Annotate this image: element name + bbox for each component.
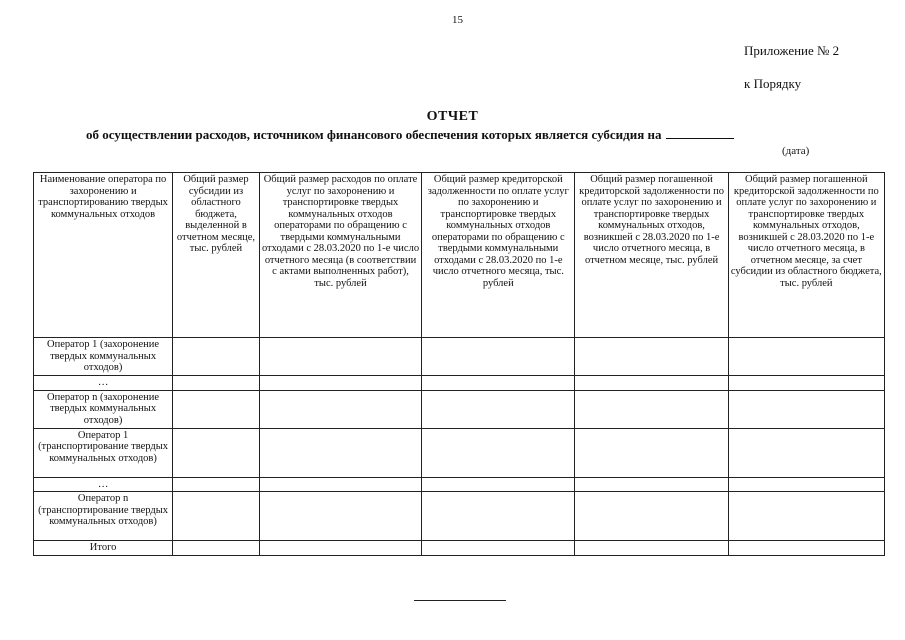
table-cell (575, 541, 728, 556)
table-cell (422, 541, 575, 556)
table-cell (173, 492, 260, 541)
report-subtitle (86, 126, 734, 143)
report-title: ОТЧЕТ (426, 109, 479, 124)
row-label: Оператор 1 (захоронение твердых коммунальных отходов) (34, 338, 173, 376)
footer-divider (414, 600, 506, 601)
table-cell (173, 428, 260, 477)
report-table (33, 172, 885, 556)
date-blank-line (666, 126, 734, 139)
order-label: к Порядку (744, 76, 802, 91)
table-cell (575, 376, 728, 391)
table-cell (728, 338, 884, 376)
table-row (34, 477, 885, 492)
appendix-label: Приложение № 2 (744, 43, 840, 58)
table-row (34, 390, 885, 428)
header-operator-name: Наименование оператора по захоронению и транспортированию твердых коммунальных отходов (34, 173, 173, 338)
header-row (34, 173, 885, 338)
table-cell (259, 477, 421, 492)
header-repaid-from-subsidy: Общий размер погашенной кредиторской задолженности по оплате услуг по захоронению и транспортировке твердых коммунальных отходов, возникшей с 28.03.2020 по 1-е число отчетного месяца, в отчетном месяце, за счет субсидии из областного бюджета, тыс. рублей (728, 173, 884, 338)
table-cell (422, 390, 575, 428)
table-cell (259, 541, 421, 556)
table-cell (728, 477, 884, 492)
table-cell (259, 390, 421, 428)
table-cell (728, 541, 884, 556)
table-cell (728, 428, 884, 477)
row-label: … (34, 376, 173, 391)
table-cell (173, 477, 260, 492)
report-subtitle-text: об осуществлении расходов, источником финансового обеспечения которых является субсидия на (86, 127, 662, 142)
row-label: Оператор n (транспортирование твердых коммунальных отходов) (34, 492, 173, 541)
header-payables-total: Общий размер кредиторской задолженности по оплате услуг по захоронению и транспортировке твердых коммунальных отходов операторами по обращению с твердыми коммунальными отходами с 28.03.2020 по 1-е число отчетного месяца, тыс. рублей (422, 173, 575, 338)
row-label: Оператор n (захоронение твердых коммунальных отходов) (34, 390, 173, 428)
table-cell (422, 492, 575, 541)
table-cell (422, 428, 575, 477)
table-cell (259, 338, 421, 376)
table-row (34, 492, 885, 541)
header-repaid-payables: Общий размер погашенной кредиторской задолженности по оплате услуг по захоронению и транспортировке твердых коммунальных отходов, возникшей с 28.03.2020 по 1-е число отчетного месяца, в отчетном месяце, тыс. рублей (575, 173, 728, 338)
table-cell (728, 390, 884, 428)
table-cell (259, 428, 421, 477)
table-cell (575, 477, 728, 492)
total-row (34, 541, 885, 556)
header-expenses-total: Общий размер расходов по оплате услуг по захоронению и транспортировке твердых коммунальных отходов операторами по обращению с твердыми коммунальными отходами с 28.03.2020 по 1-е число отчетного месяца (в соответствии с актами выполненных работ), тыс. рублей (259, 173, 421, 338)
table-cell (728, 492, 884, 541)
table-cell (575, 428, 728, 477)
table-cell (422, 376, 575, 391)
row-label: Итого (34, 541, 173, 556)
table-row (34, 376, 885, 391)
table-cell (173, 376, 260, 391)
table-cell (728, 376, 884, 391)
row-label: Оператор 1 (транспортирование твердых коммунальных отходов) (34, 428, 173, 477)
table-cell (173, 338, 260, 376)
table-row (34, 338, 885, 376)
table-cell (575, 492, 728, 541)
row-label: … (34, 477, 173, 492)
page-number: 15 (452, 14, 463, 26)
table-cell (422, 477, 575, 492)
table-cell (173, 390, 260, 428)
table-cell (259, 376, 421, 391)
table-cell (259, 492, 421, 541)
table-row (34, 428, 885, 477)
header-subsidy-total: Общий размер субсидии из областного бюджета, выделенной в отчетном месяце, тыс. рублей (173, 173, 260, 338)
table-cell (173, 541, 260, 556)
table-cell (575, 338, 728, 376)
date-hint: (дата) (782, 145, 810, 157)
table-cell (575, 390, 728, 428)
table-cell (422, 338, 575, 376)
